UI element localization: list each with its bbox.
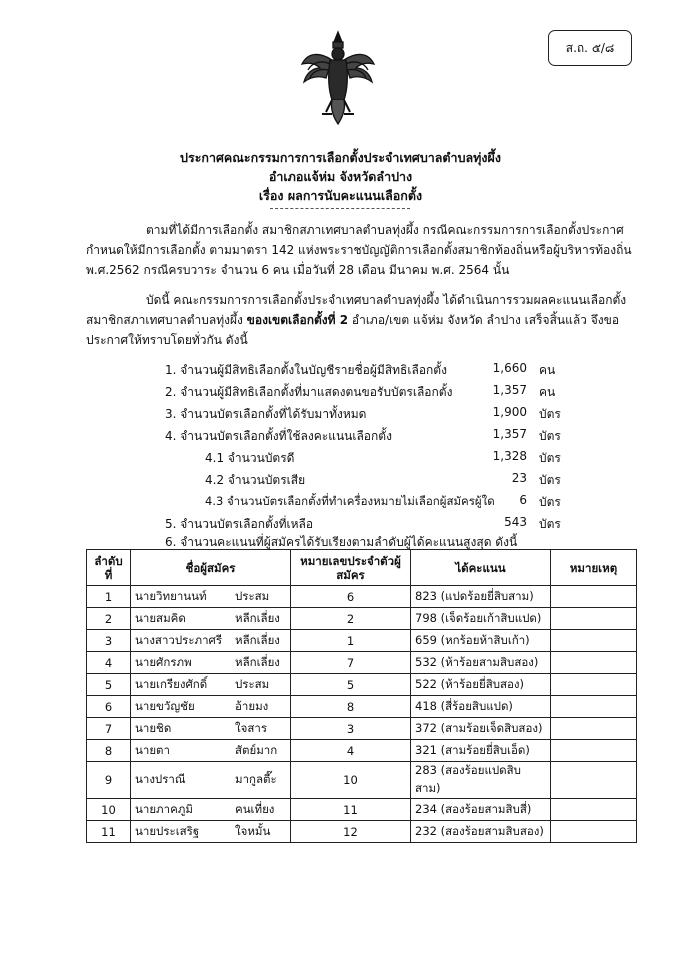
row-remark xyxy=(551,630,637,652)
stat-unit: บัตร xyxy=(539,495,561,509)
last-name: อ้ายมง xyxy=(235,698,269,713)
row-number: 4 xyxy=(291,740,411,762)
stat-value: 543 xyxy=(504,515,527,529)
first-name: นายวิทยานนท์ xyxy=(135,588,207,603)
stat-unit: บัตร xyxy=(539,407,561,421)
row-name xyxy=(131,652,291,674)
row-remark xyxy=(551,608,637,630)
table-row xyxy=(87,821,637,843)
paragraph-intro-line1: ตามที่ได้มีการเลือกตั้ง สมาชิกสภาเทศบาลตำบลทุ่งผึ้ง กรณีคณะกรรมการการเลือกตั้งประกาศ xyxy=(146,223,624,237)
row-votes: 234 (สองร้อยสามสิบสี่) xyxy=(411,799,551,821)
stat-value: 6 xyxy=(519,493,527,507)
row-rank: 3 xyxy=(87,630,131,652)
stat-value: 1,328 xyxy=(492,449,527,463)
header-votes: ได้คะแนน xyxy=(411,550,551,586)
row-name xyxy=(131,821,291,843)
stat-label: 4.2 จำนวนบัตรเสีย xyxy=(205,473,306,487)
form-code-box xyxy=(548,30,632,66)
table-row xyxy=(87,608,637,630)
row-remark xyxy=(551,718,637,740)
table-row xyxy=(87,652,637,674)
row-votes: 522 (ห้าร้อยยี่สิบสอง) xyxy=(411,674,551,696)
row-number: 3 xyxy=(291,718,411,740)
row-name xyxy=(131,586,291,608)
row-name xyxy=(131,696,291,718)
row-name xyxy=(131,608,291,630)
header-rank: ลำดับที่ xyxy=(87,550,131,586)
header-remark: หมายเหตุ xyxy=(551,550,637,586)
row-number: 5 xyxy=(291,674,411,696)
announcement-title: ประกาศคณะกรรมการการเลือกตั้งประจำเทศบาลตำบลทุ่งผึ้ง xyxy=(180,150,501,165)
stat-unit: บัตร xyxy=(539,473,561,487)
row-name xyxy=(131,740,291,762)
row-remark xyxy=(551,586,637,608)
row-votes: 798 (เจ็ดร้อยเก้าสิบแปด) xyxy=(411,608,551,630)
stat-value: 1,660 xyxy=(492,361,527,375)
first-name: นางสาวประภาศรี xyxy=(135,632,223,647)
row-number: 1 xyxy=(291,630,411,652)
row-remark xyxy=(551,652,637,674)
stat-label: 5. จำนวนบัตรเลือกตั้งที่เหลือ xyxy=(165,517,314,531)
row-rank: 6 xyxy=(87,696,131,718)
first-name: นางปราณี xyxy=(135,772,186,786)
form-code: ส.ถ. ๕/๘ xyxy=(565,40,615,55)
stat-label: 3. จำนวนบัตรเลือกตั้งที่ได้รับมาทั้งหมด xyxy=(165,407,367,421)
table-row xyxy=(87,799,637,821)
row-name xyxy=(131,762,291,799)
stat-value: 1,357 xyxy=(492,427,527,441)
row-remark xyxy=(551,762,637,799)
row-number: 10 xyxy=(291,762,411,799)
stat-unit: บัตร xyxy=(539,451,561,465)
row-rank: 1 xyxy=(87,586,131,608)
results-table xyxy=(86,549,637,843)
last-name: มากูลตี๊ะ xyxy=(235,772,277,786)
stat-value: 1,357 xyxy=(492,383,527,397)
row-rank: 8 xyxy=(87,740,131,762)
row-votes: 532 (ห้าร้อยสามสิบสอง) xyxy=(411,652,551,674)
row-votes: 232 (สองร้อยสามสิบสอง) xyxy=(411,821,551,843)
paragraph-intro-line2: กำหนดให้มีการเลือกตั้ง ตามมาตรา 142 แห่งพระราชบัญญัติการเลือกตั้งสมาชิกท้องถิ่นหรือผู้บริหารท้องถิ่น xyxy=(86,243,632,257)
stat-label: 2. จำนวนผู้มีสิทธิเลือกตั้งที่มาแสดงตนขอรับบัตรเลือกตั้ง xyxy=(165,385,453,399)
first-name: นายภาคภูมิ xyxy=(135,801,193,816)
row-number: 12 xyxy=(291,821,411,843)
last-name: หลีกเลี่ยง xyxy=(235,654,280,669)
last-name: สัตย์มาก xyxy=(235,742,278,757)
last-name: หลีกเลี่ยง xyxy=(235,632,280,647)
stat-unit: คน xyxy=(539,363,556,377)
first-name: นายขวัญชัย xyxy=(135,698,195,713)
last-name: หลีกเลี่ยง xyxy=(235,610,280,625)
row-remark xyxy=(551,696,637,718)
paragraph-result-line3: ประกาศให้ทราบโดยทั่วกัน ดังนี้ xyxy=(86,333,248,347)
stat-label: 6. จำนวนคะแนนที่ผู้สมัครได้รับเรียงตามลำดับผู้ได้คะแนนสูงสุด ดังนี้ xyxy=(165,535,518,549)
table-row xyxy=(87,674,637,696)
row-rank: 2 xyxy=(87,608,131,630)
row-number: 6 xyxy=(291,586,411,608)
stat-label: 1. จำนวนผู้มีสิทธิเลือกตั้งในบัญชีรายชื่อผู้มีสิทธิเลือกตั้ง xyxy=(165,363,447,377)
row-name xyxy=(131,799,291,821)
table-row xyxy=(87,696,637,718)
last-name: ใจหมั้น xyxy=(235,823,271,838)
row-remark xyxy=(551,821,637,843)
table-row xyxy=(87,718,637,740)
row-votes: 659 (หกร้อยห้าสิบเก้า) xyxy=(411,630,551,652)
first-name: นายประเสริฐ xyxy=(135,823,200,838)
row-number: 7 xyxy=(291,652,411,674)
last-name: ประสม xyxy=(235,676,270,691)
row-name xyxy=(131,630,291,652)
first-name: นายศักรภพ xyxy=(135,654,192,669)
row-rank: 4 xyxy=(87,652,131,674)
paragraph-result-line2-pre: สมาชิกสภาเทศบาลตำบลทุ่งผึ้ง xyxy=(86,313,247,327)
garuda-emblem-icon xyxy=(300,30,376,126)
row-rank: 5 xyxy=(87,674,131,696)
table-row xyxy=(87,630,637,652)
last-name: คนเที่ยง xyxy=(235,801,275,816)
paragraph-result-line1: บัดนี้ คณะกรรมการการเลือกตั้งประจำเทศบาลตำบลทุ่งผึ้ง ได้ดำเนินการรวมผลคะแนนเลือกตั้ง xyxy=(146,293,627,307)
first-name: นายชิด xyxy=(135,720,172,735)
table-row xyxy=(87,586,637,608)
row-votes: 372 (สามร้อยเจ็ดสิบสอง) xyxy=(411,718,551,740)
header-name: ชื่อผู้สมัคร xyxy=(131,550,291,586)
row-remark xyxy=(551,799,637,821)
row-votes: 823 (แปดร้อยยี่สิบสาม) xyxy=(411,586,551,608)
row-rank: 9 xyxy=(87,762,131,799)
heading-divider xyxy=(270,208,410,209)
stat-label: 4.3 จำนวนบัตรเลือกตั้งที่ทำเครื่องหมายไม่เลือกผู้สมัครผู้ใด xyxy=(205,494,495,508)
first-name: นายสมคิด xyxy=(135,610,186,625)
row-name xyxy=(131,674,291,696)
last-name: ประสม xyxy=(235,588,270,603)
stat-value: 1,900 xyxy=(492,405,527,419)
electoral-zone: ของเขตเลือกตั้งที่ 2 xyxy=(246,313,349,327)
stat-unit: คน xyxy=(539,385,556,399)
first-name: นายตา xyxy=(135,742,170,757)
paragraph-intro xyxy=(86,220,636,280)
stat-unit: บัตร xyxy=(539,429,561,443)
table-row xyxy=(87,762,637,799)
paragraph-result xyxy=(86,290,636,350)
row-number: 11 xyxy=(291,799,411,821)
stat-label: 4.1 จำนวนบัตรดี xyxy=(205,451,295,465)
stat-label: 4. จำนวนบัตรเลือกตั้งที่ใช้ลงคะแนนเลือกตั้ง xyxy=(165,429,392,443)
row-remark xyxy=(551,674,637,696)
row-rank: 7 xyxy=(87,718,131,740)
announcement-subject: เรื่อง ผลการนับคะแนนเลือกตั้ง xyxy=(258,188,423,203)
row-votes: 283 (สองร้อยแปดสิบสาม) xyxy=(411,762,551,799)
row-number: 8 xyxy=(291,696,411,718)
row-rank: 11 xyxy=(87,821,131,843)
announcement-district: อำเภอแจ้ห่ม จังหวัดลำปาง xyxy=(268,169,413,184)
stat-unit: บัตร xyxy=(539,517,561,531)
paragraph-result-line2-post: อำเภอ/เขต แจ้ห่ม จังหวัด ลำปาง เสร็จสิ้นแล้ว จึงขอ xyxy=(348,313,620,327)
row-name xyxy=(131,718,291,740)
row-votes: 321 (สามร้อยยี่สิบเอ็ด) xyxy=(411,740,551,762)
paragraph-intro-line3: พ.ศ.2562 กรณีครบวาระ จำนวน 6 คน เมื่อวันที่ 28 เดือน มีนาคม พ.ศ. 2564 นั้น xyxy=(86,263,510,277)
row-rank: 10 xyxy=(87,799,131,821)
row-remark xyxy=(551,740,637,762)
last-name: ใจสาร xyxy=(235,720,268,735)
header-number: หมายเลขประจำตัวผู้สมัคร xyxy=(291,550,411,586)
table-row xyxy=(87,740,637,762)
row-votes: 418 (สี่ร้อยสิบแปด) xyxy=(411,696,551,718)
stat-value: 23 xyxy=(511,471,527,485)
first-name: นายเกรียงศักดิ์ xyxy=(135,676,208,691)
table-header-row xyxy=(87,550,637,586)
row-number: 2 xyxy=(291,608,411,630)
